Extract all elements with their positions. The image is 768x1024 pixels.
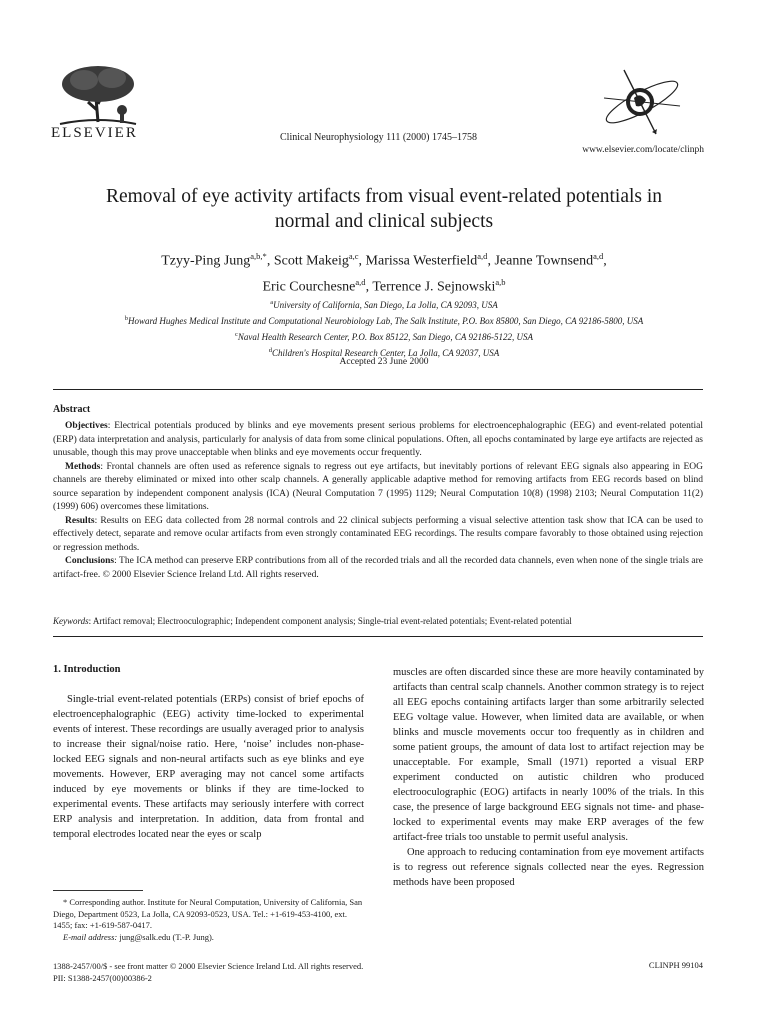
abstract-conclusions: Conclusions: The ICA method can preserve ERP contributions from all of the recorded trials and all the recorded data channels, even when none of the single trials are artifact-free. © 2000 Elsevier Science Ireland Ltd. All rights reserved. [53, 556, 703, 580]
footer-code: CLINPH 99104 [648, 960, 703, 970]
footnote-email: E-mail address: jung@salk.edu (T.-P. Jung). [63, 931, 214, 942]
author-name: Eric Courchesne [262, 279, 356, 295]
elsevier-tree-logo [54, 62, 142, 128]
body-paragraph: Single-trial event-related potentials (ERPs) consist of brief epochs of electroencephalographic (EEG) activity time-locked to experimental events of interest. These recordings are usually averaged prior to analysis to increase their signal/noise ratio. Here, ‘noise’ includes non-phase-locked EEG signals and non-neural artifacts such as eye blinks and eye movements. However, ERP averaging may not cancel some artifacts induced by eye movements or blinks if they are time-locked to experimental events. These artifacts may seriously interfere with correct ERP analysis and interpretation. In addition, data from frontal and temporal electrodes located near the eyes or scalp [53, 694, 364, 840]
journal-url[interactable]: www.elsevier.com/locate/clinph [582, 145, 704, 155]
author-affil: a,b [495, 276, 506, 287]
author-affil: a,b,* [250, 251, 267, 261]
abstract-objectives: Objectives: Electrical potentials produced by blinks and eye movements present serious problems for electroencephalographic (EEG) and event-related potential (ERP) data interpretation and analysis, particularly for analysis of data from some clinical populations. Often, all epochs contaminated by large eye artifacts are rejected as unusable, though this may prove unacceptable when blinks and eye movements occur frequently. [53, 421, 703, 458]
section-heading: 1. Introduction [53, 664, 121, 675]
author-affil: a,d [355, 276, 366, 287]
author-name: Tzyy-Ping Jung [161, 253, 251, 269]
abstract-heading: Abstract [53, 404, 91, 415]
title-line-1: Removal of eye activity artifacts from visual event-related potentials in [105, 186, 663, 207]
author-line-1: Tzyy-Ping Jung$^{a,b,*}$, Scott Makeig$^{a,c}$, Marissa Westerfield$^{a,d}$, Jeanne Townsend$^{a,d}$, [161, 251, 607, 269]
accepted-date: Accepted 23 June 2000 [339, 357, 429, 367]
divider [53, 636, 703, 637]
footer-copyright [53, 960, 363, 984]
author-list [40, 246, 728, 297]
affiliation: $^c$Naval Health Research Center, P.O. Box 85122, San Diego, CA 92186-5122, USA [235, 331, 533, 342]
publisher-name: ELSEVIER [51, 125, 138, 141]
affiliation: $^a$University of California, San Diego, La Jolla, CA 92093, USA [270, 299, 498, 310]
affiliations [40, 296, 728, 360]
footnote-text: * Corresponding author. Institute for Neural Computation, University of California, San Diego, Department 0523, La Jolla, CA 92093-0523, USA. Tel.: +1-619-453-4100, ext. 1455; fax: +1-619-587-0417. [53, 897, 363, 930]
footnote-divider [53, 890, 143, 891]
pii-line: PII: S1388-2457(00)00386-2 [53, 973, 152, 983]
author-name: Scott Makeig [273, 253, 349, 269]
author-affil: a,d [593, 251, 604, 261]
globe-orbit-icon [594, 62, 690, 142]
author-affil: a,c [348, 251, 359, 261]
issn-line: 1388-2457/00/$ - see front matter © 2000 Elsevier Science Ireland Ltd. All rights reserved. [53, 961, 364, 971]
abstract-body [53, 420, 703, 582]
footnote [53, 897, 364, 943]
body-column-right [393, 665, 704, 890]
affiliation: $^d$Children's Hospital Research Center, La Jolla, CA 92037, USA [268, 347, 500, 358]
author-name: Terrence J. Sejnowski [372, 279, 496, 295]
keywords: Keywords: Artifact removal; Electrooculographic; Independent component analysis; Single-trial event-related potentials; Event-related potential [53, 616, 572, 626]
paper-title [40, 184, 728, 234]
author-name: Marissa Westerfield [365, 253, 478, 269]
journal-reference: Clinical Neurophysiology 111 (2000) 1745–1758 [280, 132, 478, 143]
title-line-2: normal and clinical subjects [274, 211, 494, 232]
body-paragraph: One approach to reducing contamination from eye movement artifacts is to regress out reference signals collected near the eyes. Regression methods have been proposed [393, 847, 704, 888]
abstract-results: Results: Results on EEG data collected from 28 normal controls and 22 clinical subjects performing a visual selective attention task show that ICA can be used to effectively detect, separate and remove ocular artifacts from even strongly contaminated EEG recordings. The results compare favorably to those obtained using rejection or regression methods. [53, 515, 703, 553]
divider [53, 389, 703, 390]
affiliation: $^b$Howard Hughes Medical Institute and Computational Neurobiology Lab, The Salk Institute, P.O. Box 85800, San Diego, CA 92186-5800, USA [124, 315, 644, 326]
body-paragraph: muscles are often discarded since these are more heavily contaminated by artifacts than central scalp channels. Another common strategy is to reject all EEG epochs containing artifacts larger than some arbitrarily selected EEG voltage value. However, when limited data are available, or when blinks and muscle movements occur too frequently as in children and some patient groups, the amount of data lost to artifact rejection may be unacceptable. For example, Small (1971) reported a visual ERP experiment conducted on autistic children who produced electrooculographic (EOG) artifacts in nearly 100% of the trials. In this case, the presence of large background EEG signals not time- and phase-locked to experimental events may make ERP averages of the few artifact-free trials too unstable to permit useful analysis. [393, 667, 704, 843]
author-affil: a,d [477, 251, 488, 261]
abstract-methods: Methods: Frontal channels are often used as reference signals to regress out eye artifacts, but inevitably portions of relevant EEG signals also appearing in EOG channels are thereby eliminated or mixed into other scalp channels. A generally applicable adaptive method for removing artifacts from EEG records based on blind source separation by independent component analysis (ICA) (Neural Computation 7 (1995) 1129; Neural Computation 10(8) (1998) 2103; Neural Computation 11(2) (1999) 606) overcomes these limitations. [53, 461, 703, 512]
body-column-left [53, 662, 364, 842]
author-line-2: Eric Courchesne$^{a,d}$, Terrence J. Sejnowski$^{a,b}$ [262, 276, 506, 295]
author-name: Jeanne Townsend [494, 253, 594, 269]
